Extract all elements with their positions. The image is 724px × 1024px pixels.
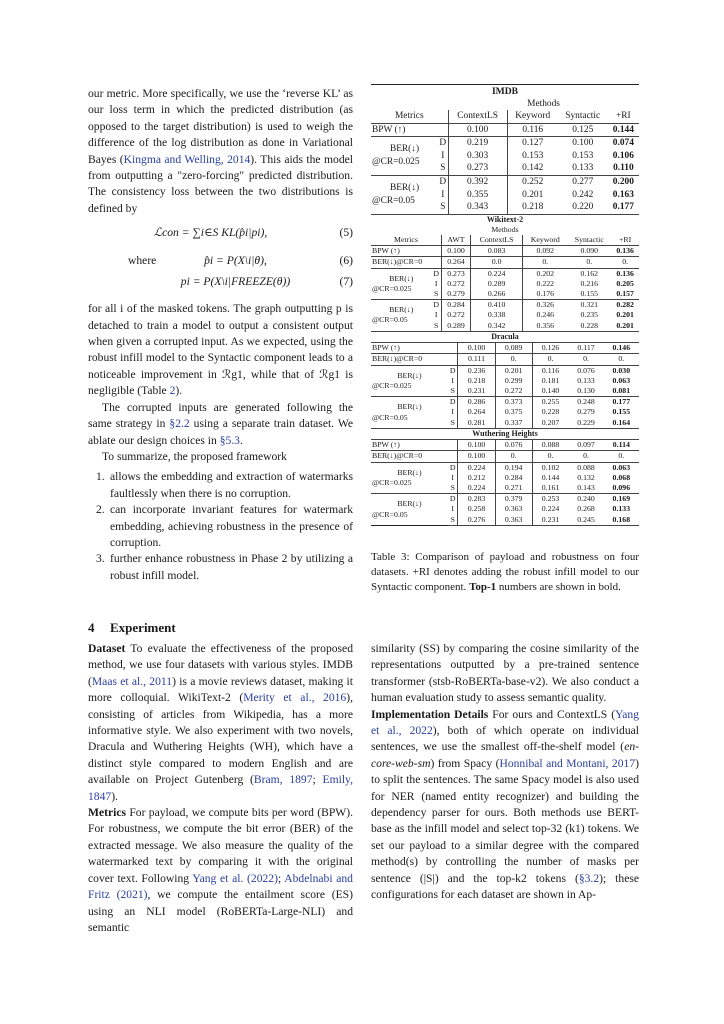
- table-3: [371, 84, 639, 526]
- paragraph-implementation: Implementation Details For ours and ContextLS (Yang et al., 2022), both of which operate on individual sentences, we use the smallest off-the-shelf model (en-core-web-sm) from Spacy (Honnibal and Montani, 2017) to split the sentences. The same Spacy model is also used for NER (named entity recognizer) and building the dependency parser for ours. Both methods use BERT-base as the infill model and select top-32 (k1) tokens. We set our payload to a similar degree with the compared method(s) by controlling the number of masks per sentence (|S|) and the top-k2 tokens (§3.2); these configurations for each dataset are shown in Ap-: [371, 707, 640, 902]
- table-row: S 0.276 0.363 0.231 0.245 0.168: [371, 515, 639, 526]
- framework-list: [88, 469, 353, 584]
- table-row: BPW (↑) 0.100 0.076 0.088 0.097 0.114: [371, 440, 639, 451]
- table-row: I 0.264 0.375 0.228 0.279 0.155: [451, 407, 631, 417]
- section-ref-2-2[interactable]: §2.2: [169, 417, 190, 431]
- dataset-title: IMDB: [491, 86, 519, 97]
- table-row: I 0.218 0.299 0.181 0.133 0.063: [451, 375, 631, 385]
- paragraph-similarity: similarity (SS) by comparing the cosine similarity of the representations outputted by a pre-trained sentence transformer (stsb-RoBERTa-base-v2). We also conduct a human evaluation study to assess semantic quality.: [371, 642, 639, 705]
- citation-merity[interactable]: Merity et al., 2016: [243, 691, 347, 705]
- imdb-table: [371, 98, 639, 215]
- left-column: [88, 86, 353, 584]
- table-row: Methods: [527, 99, 560, 109]
- list-item: 1. allows the embedding and extraction of watermarks faultlessly when there is no corruption.: [96, 470, 353, 500]
- table-row: BER(↓) @CR=0.05 D 0.283 0.379 0.253 0.240 0.169: [371, 494, 639, 505]
- table-row: I 0.272 0.338 0.246 0.235 0.201: [434, 310, 634, 320]
- table-row: BER(↓)@CR=0 0.100 0. 0. 0. 0.: [371, 451, 639, 462]
- table-row: BPW (↑) 0.100 0.089 0.126 0.117 0.146: [371, 343, 639, 354]
- table-row: S 0.231 0.272 0.140 0.130 0.081: [371, 386, 639, 397]
- table-row: S 0.273 0.142 0.133 0.110: [371, 162, 639, 175]
- table-row: I 0.303 0.153 0.153 0.106: [441, 150, 634, 161]
- citation-abdelnabi[interactable]: Abdelnabi and Fritz (2021): [88, 871, 353, 902]
- table-row: BPW (↑) 0.100 0.083 0.092 0.090 0.136: [371, 246, 639, 257]
- left-column-bottom: [88, 641, 353, 936]
- paragraph-dataset: Dataset To evaluate the effectiveness of the proposed method, we use four datasets with various styles. IMDB (Maas et al., 2011) is a movie reviews dataset, making it more colloquial. WikiText-2 (Merity et al., 2016), consisting of articles from Wikipedia, has a more informative style. We also experiment with two novels, Dracula and Wuthering Heights (WH), which have a distinct style compared to modern English and are available on Project Gutenberg (Bram, 1897; Emily, 1847).: [88, 642, 353, 803]
- citation-bram[interactable]: Bram, 1897: [253, 773, 313, 787]
- dracula-table: [371, 342, 639, 429]
- table-row: BPW (↑) 0.100 0.116 0.125 0.144: [371, 123, 639, 137]
- table-row: BER(↓) @CR=0.025 D 0.236 0.201 0.116 0.076 0.030: [371, 365, 639, 376]
- table-row: BER(↓)@CR=0 0.264 0.0 0. 0. 0.: [371, 257, 639, 268]
- paragraph-corrupted-inputs: The corrupted inputs are generated following the same strategy in §2.2 using a separate train dataset. We ablate our design choices in §5.3.: [88, 400, 353, 447]
- table-row: BER(↓) @CR=0.025 D 0.219 0.127 0.100 0.074: [371, 137, 639, 150]
- paragraph-metrics: Metrics For payload, we compute bits per word (BPW). For robustness, we compute the bit error (BER) of the extracted message. We also measure the quality of the watermarked text by comparing it with the original cover text. Following Yang et al. (2022); Abdelnabi and Fritz (2021), we compute the entailment score (ES) using an NLI model (RoBERTa-Large-NLI) and semantic: [88, 806, 353, 934]
- citation-honnibal[interactable]: Honnibal and Montani, 2017: [499, 756, 636, 770]
- equation-6: where p̂i = P(X\i|θ), (6): [128, 254, 353, 268]
- table-header-row: Metrics AWT ContextLS Keyword Syntactic +RI: [371, 235, 639, 246]
- equation-5: ℒcon = ∑i∈S KL(p̂i|pi), (5): [153, 226, 353, 240]
- citation-yang-2[interactable]: Yang et al., 2022: [371, 707, 640, 738]
- table-row: I 0.212 0.284 0.144 0.132 0.068: [451, 472, 631, 482]
- table-row: BER(↓) @CR=0.025 D 0.273 0.224 0.202 0.162 0.136: [371, 268, 639, 279]
- table-row: S 0.224 0.271 0.161 0.143 0.096: [371, 483, 639, 494]
- section-ref-5-3[interactable]: §5.3: [219, 433, 240, 447]
- table-row: S 0.343 0.218 0.220 0.177: [371, 201, 639, 214]
- table-row: BER(↓) @CR=0.025 D 0.224 0.194 0.102 0.088 0.063: [371, 462, 639, 473]
- paragraph-masked-tokens: for all i of the masked tokens. The graph outputting p is detached to train a model to output a consistent output when given a corrupted input. As we expected, using the robust infill model to the Syntactic component leads to a noticeable improvement in ℛg1, while that of ℛg1 is negligible (Table 2).: [88, 302, 353, 398]
- dataset-title: Wikitext-2: [486, 214, 524, 224]
- table-row: S 0.281 0.337 0.207 0.229 0.164: [371, 418, 639, 429]
- paragraph-summary: To summarize, the proposed framework: [102, 449, 287, 463]
- table-wikitext: [371, 215, 639, 332]
- equation-7: pi = P(X\i|FREEZE(θ)) (7): [180, 275, 353, 289]
- table-row: I 0.355 0.201 0.242 0.163: [441, 189, 634, 200]
- table-row: S 0.289 0.342 0.356 0.228 0.201: [371, 321, 639, 332]
- table-imdb: [371, 85, 639, 215]
- dataset-title: Dracula: [491, 331, 519, 341]
- dataset-title: Wuthering Heights: [472, 428, 538, 438]
- section-ref-3-2[interactable]: §3.2: [578, 871, 600, 885]
- citation-kingma[interactable]: Kingma and Welling, 2014: [123, 152, 251, 166]
- table-row: I 0.272 0.289 0.222 0.216 0.205: [434, 278, 634, 288]
- wikitext-table: [371, 235, 639, 332]
- list-item: 3. further enhance robustness in Phase 2 by utilizing a robust infill model.: [96, 552, 353, 582]
- table-row: BER(↓) @CR=0.05 D 0.286 0.373 0.255 0.248 0.177: [371, 397, 639, 408]
- table-row: S 0.279 0.266 0.176 0.155 0.157: [371, 289, 639, 300]
- table-wuthering-heights: [371, 429, 639, 526]
- citation-emily[interactable]: Emily, 1847: [88, 773, 353, 803]
- equations: [88, 225, 353, 295]
- table-row: I 0.258 0.363 0.224 0.268 0.133: [451, 504, 631, 514]
- table-dracula: [371, 332, 639, 429]
- wuthering-heights-table: [371, 439, 639, 526]
- table-row: BER(↓)@CR=0 0.111 0. 0. 0. 0.: [371, 354, 639, 365]
- table-header-row: Metrics ContextLS Keyword Syntactic +RI: [371, 110, 639, 123]
- right-column-bottom: [371, 641, 639, 904]
- table-ref-2[interactable]: 2: [169, 384, 176, 398]
- citation-yang[interactable]: Yang et al. (2022): [192, 871, 278, 885]
- methods-header: Methods: [491, 225, 519, 235]
- table-3-caption: Table 3: Comparison of payload and robustness on four datasets. +RI denotes adding the robust infill model to our Syntactic component. Top-1 numbers are shown in bold.: [371, 551, 639, 593]
- section-heading: 4 Experiment: [88, 620, 176, 635]
- paragraph-reverse-kl: our metric. More specifically, we use the ‘reverse KL’ as our loss term in which the predicted distribution (as opposed to the target distribution) is used to weigh the difference of the log distribution as done in Variational Bayes (Kingma and Welling, 2014). This aids the model from outputting a "zero-forcing" predicted distribution. The consistency loss between the two distributions is defined by: [88, 87, 353, 215]
- table-row: BER(↓) @CR=0.05 D 0.392 0.252 0.277 0.200: [371, 175, 639, 188]
- citation-maas[interactable]: Maas et al., 2011: [91, 674, 173, 688]
- table-row: BER(↓) @CR=0.05 D 0.284 0.410 0.326 0.321 0.282: [371, 300, 639, 311]
- list-item: 2. can incorporate invariant features for watermark embedding, achieving robustness in the presence of corruption.: [96, 503, 353, 549]
